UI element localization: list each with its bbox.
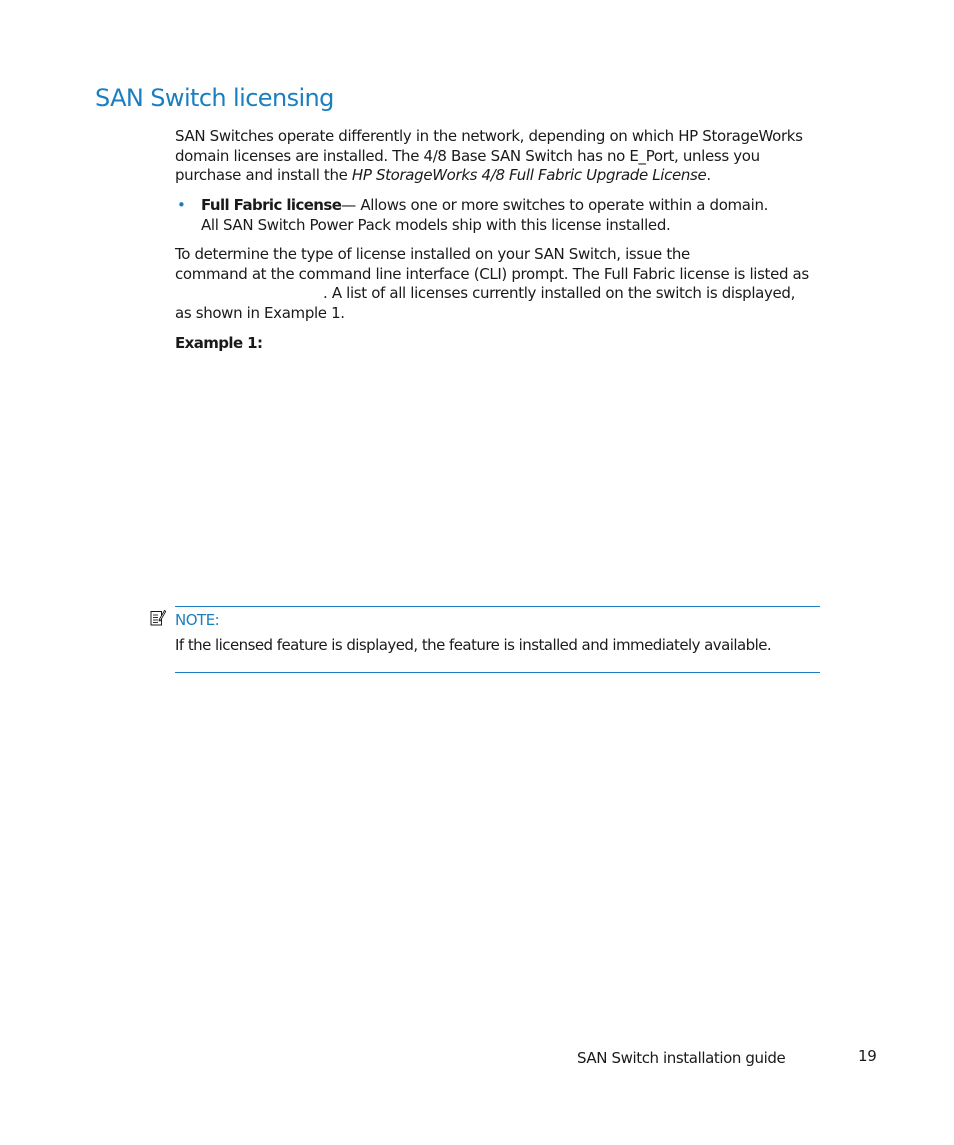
determine-line: as shown in Example 1. — [175, 303, 345, 322]
note-heading: NOTE: — [175, 611, 220, 629]
determine-line: command at the command line interface (CLI) prompt. The Full Fabric license is listed as — [175, 264, 809, 283]
bullet-line — [201, 196, 855, 216]
intro-line: SAN Switches operate differently in the network, depending on which HP StorageWorks — [175, 127, 803, 145]
license-name: HP StorageWorks 4/8 Full Fabric Upgrade License — [351, 166, 707, 185]
determine-line: . A list of all licenses currently installed on the switch is displayed, — [323, 284, 795, 303]
determine-line: To determine the type of license installed on your SAN Switch, issue the — [175, 245, 690, 263]
intro-line: domain licenses are installed. The 4/8 Base SAN Switch has no E_Port, unless you — [175, 146, 760, 165]
bullet-item-full-fabric — [175, 196, 855, 235]
intro-paragraph — [175, 127, 855, 186]
intro-text: purchase and install the — [175, 166, 352, 185]
note-pencil-icon — [150, 609, 166, 627]
bullet-description: — Allows one or more switches to operate within a domain. — [341, 196, 769, 214]
note-bottom-rule — [175, 672, 820, 673]
intro-period: . — [706, 166, 711, 185]
bullet-term: Full Fabric license — [201, 196, 342, 214]
page-title: SAN Switch licensing — [95, 84, 334, 112]
footer-guide-title: SAN Switch installation guide — [577, 1049, 786, 1067]
determine-paragraph — [175, 245, 855, 323]
example-label: Example 1: — [175, 334, 263, 352]
bullet-icon: • — [177, 196, 186, 214]
bullet-line: All SAN Switch Power Pack models ship with this license installed. — [201, 215, 671, 234]
bullet-body — [201, 196, 855, 235]
note-top-rule — [175, 606, 820, 607]
page-number: 19 — [858, 1047, 877, 1065]
note-text: If the licensed feature is displayed, the feature is installed and immediately available. — [175, 636, 772, 654]
intro-line — [175, 166, 855, 186]
